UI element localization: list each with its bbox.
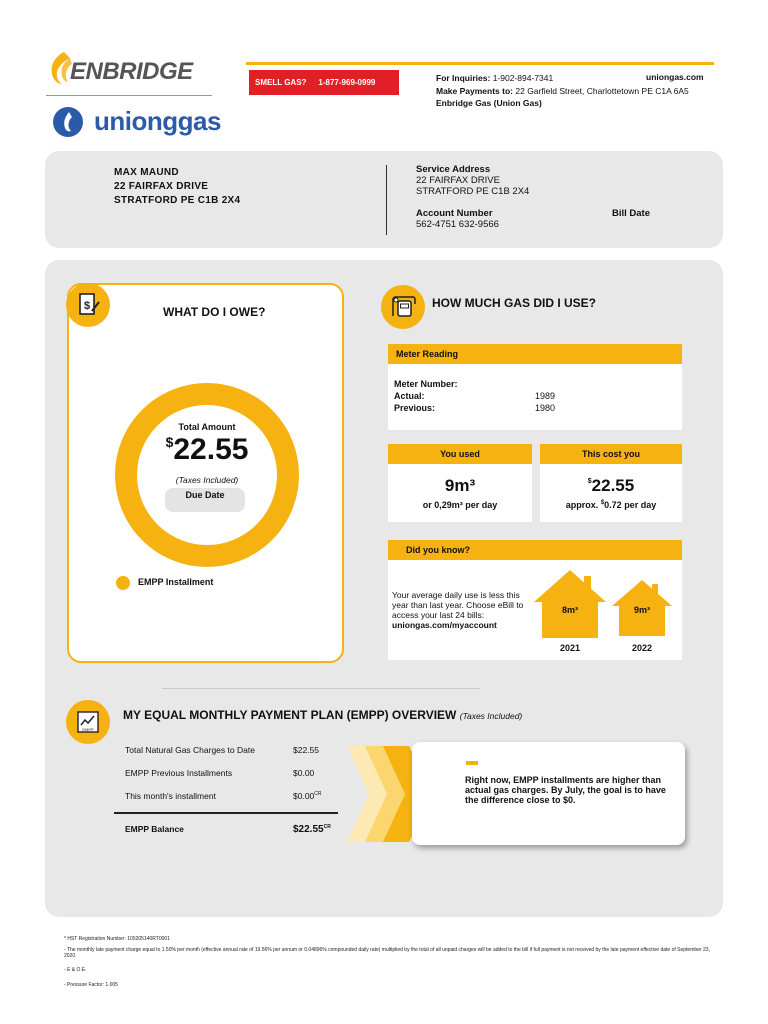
union-gas-flame-icon (52, 106, 84, 138)
empp-balance-value (293, 824, 331, 835)
currency-symbol: $ (165, 434, 174, 450)
did-you-know-header: Did you know? (388, 540, 682, 560)
address-divider (386, 165, 387, 235)
inquiries-phone[interactable]: 1-902-894-7341 (492, 73, 554, 83)
empp-title-text: MY EQUAL MONTHLY PAYMENT PLAN (EMPP) OVERVIEW (123, 708, 457, 722)
gas-meter-icon (381, 285, 425, 329)
header-accent-line (246, 62, 714, 65)
empp-chart-icon (66, 700, 110, 744)
myaccount-link[interactable]: uniongas.com/myaccount (392, 620, 497, 630)
cost-per-day: 0.72 per day (604, 500, 657, 510)
account-info (416, 208, 499, 230)
total-amount-value: 22.55 (173, 433, 249, 466)
empp-balance-row (125, 824, 340, 834)
service-address (416, 164, 529, 197)
installment-value: $0.00 (293, 791, 315, 801)
empp-row-value: $0.00 (293, 768, 315, 778)
taxes-note: (Taxes Included) (175, 475, 239, 485)
cost-currency: $ (587, 478, 592, 485)
customer-address (114, 166, 240, 208)
inquiries-label: For Inquiries: (436, 73, 491, 83)
meter-labels (394, 378, 458, 414)
empp-row (125, 791, 340, 801)
smell-gas-label: SMELL GAS? (255, 78, 307, 87)
service-street: 22 FAIRFAX DRIVE (416, 175, 500, 186)
previous-label: Previous: (394, 403, 436, 413)
svg-text:$: $ (83, 300, 91, 312)
house-2022-year: 2022 (631, 643, 653, 653)
customer-street: 22 FAIRFAX DRIVE (114, 181, 209, 192)
empp-row-value: $22.55 (293, 745, 319, 755)
footer-eoe: - E & O.E. (64, 967, 87, 973)
you-used-header: You used (388, 444, 532, 464)
website-link[interactable]: uniongas.com (646, 72, 704, 82)
house-2021-year: 2021 (559, 643, 581, 653)
message-accent (466, 761, 478, 765)
service-address-label: Service Address (416, 164, 491, 175)
empp-legend-swatch (116, 576, 130, 590)
used-amount: 9m³ (444, 476, 476, 495)
gas-usage-title: HOW MUCH GAS DID I USE? (432, 296, 596, 310)
owe-title: WHAT DO I OWE? (163, 305, 266, 319)
section-divider (162, 688, 480, 689)
previous-value: 1980 (535, 403, 556, 413)
actual-label: Actual: (394, 391, 425, 401)
did-you-know-message: Your average daily use is less this year than last year. Choose eBill to access your last 24 bills: (392, 590, 524, 620)
actual-value: 1989 (535, 391, 556, 401)
footer-late-charge: - The monthly late payment charge equal to 1.50% per month (effective annual rate of 19.56% per annum or 0.04896% compounded daily rate) multiplied by the total of all unpaid charges will be added to the bill if full payment is not received by the late payment effective date of September 23, 2020. (64, 947, 710, 959)
empp-message: Right now, EMPP installments are higher than actual gas charges. By July, the goal is to have the difference close to $0. (465, 775, 666, 805)
customer-city: STRATFORD PE C1B 2X4 (114, 195, 241, 206)
enbridge-logo (46, 50, 216, 90)
total-amount-label: Total Amount (178, 422, 236, 432)
empp-table-rule (114, 812, 338, 814)
used-per-day: or 0,29m³ per day (422, 500, 498, 510)
empp-row-value (293, 791, 322, 801)
meter-reading-header: Meter Reading (388, 344, 682, 364)
customer-name: MAX MAUND (114, 167, 179, 178)
meter-values (535, 390, 555, 414)
company-name: Enbridge Gas (Union Gas) (436, 98, 542, 108)
empp-balance-label: EMPP Balance (125, 824, 184, 834)
empp-row-label: EMPP Previous Installments (125, 768, 233, 778)
empp-title-note: (Taxes Included) (459, 711, 523, 721)
footer-hst: * HST Registration Number: 105205140RT0001 (64, 936, 170, 942)
balance-amount: $22.55 (293, 824, 324, 835)
empp-row-label: This month's installment (125, 791, 216, 801)
credit-marker: CR (314, 791, 322, 797)
bill-icon (66, 283, 110, 327)
svg-text:EMPP: EMPP (82, 727, 94, 732)
cost-day-currency: $ (600, 500, 605, 506)
empp-legend-label: EMPP Installment (138, 577, 214, 587)
balance-credit-marker: CR (323, 824, 331, 830)
cost-header: This cost you (540, 444, 682, 464)
due-date-label: Due Date (165, 488, 245, 512)
union-gas-wordmark: unionggas (94, 106, 221, 136)
house-2021-value: 8m³ (561, 605, 578, 615)
service-city: STRATFORD PE C1B 2X4 (416, 186, 530, 197)
cost-prefix: approx. (565, 500, 599, 510)
cost-amount: 22.55 (591, 476, 635, 495)
logo-divider (46, 95, 212, 96)
cost-card (540, 464, 682, 522)
empp-row (125, 768, 340, 778)
did-you-know-text (392, 590, 532, 630)
you-used-card (388, 464, 532, 522)
smell-gas-phone[interactable]: 1-877-969-0999 (318, 78, 376, 87)
house-2022-value: 9m³ (633, 605, 650, 615)
smell-gas-banner (249, 70, 399, 95)
payments-address: 22 Garfield Street, Charlottetown PE C1A 6A5 (515, 85, 689, 96)
enbridge-wordmark: ENBRIDGE (70, 58, 193, 85)
house-2021-icon (534, 568, 606, 640)
total-amount (150, 433, 264, 467)
meter-number-label: Meter Number: (394, 379, 458, 389)
payments-label: Make Payments to: (436, 85, 513, 96)
account-number: 562-4751 632-9566 (416, 219, 499, 230)
empp-overview-title (123, 708, 522, 722)
empp-row (125, 745, 340, 755)
empp-row-label: Total Natural Gas Charges to Date (125, 745, 255, 755)
account-number-label: Account Number (416, 208, 493, 219)
union-gas-logo (52, 104, 222, 140)
bill-date-label: Bill Date (612, 208, 651, 219)
footer-pressure-factor: - Pressure Factor: 1.005 (64, 982, 118, 988)
